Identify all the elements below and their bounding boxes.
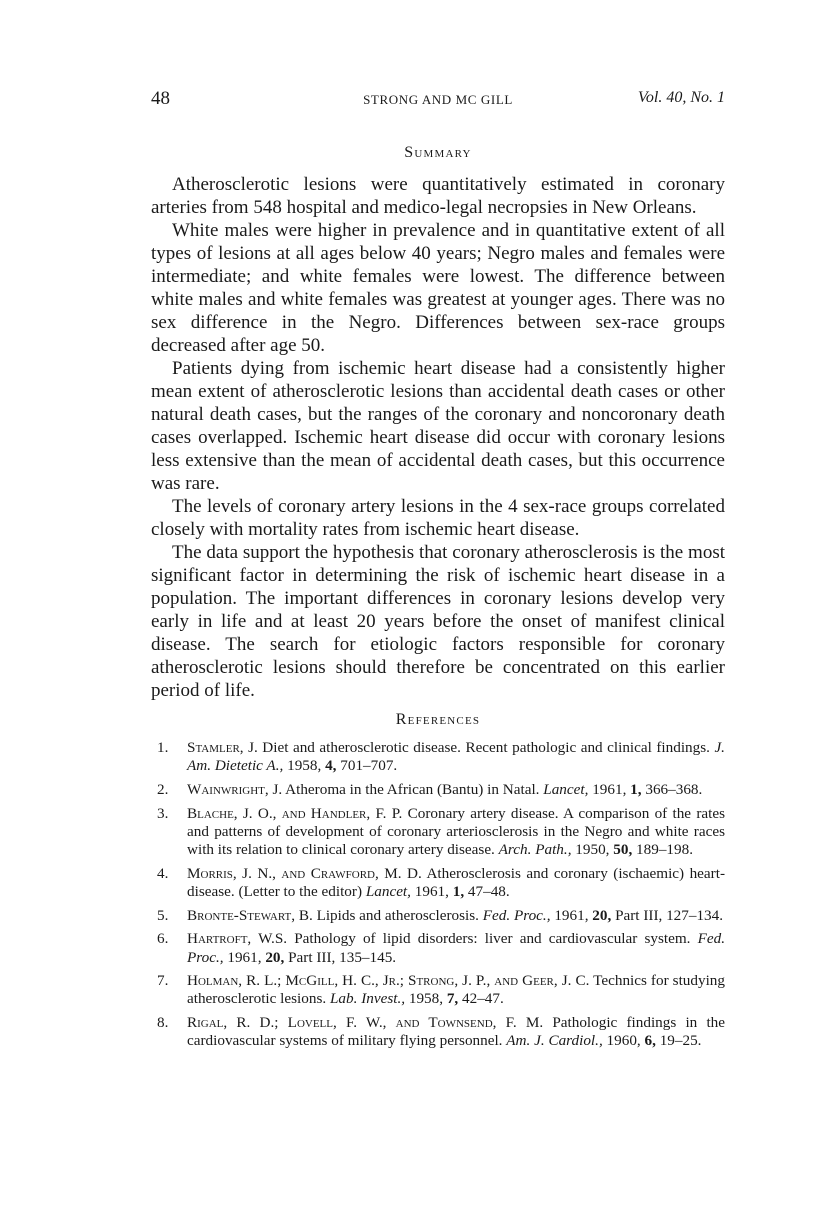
reference-number: 8. xyxy=(157,1014,169,1032)
reference-authors: Holman, R. L.; McGill, H. C., Jr.; Strong, J. P., and Geer, J. C. xyxy=(187,972,590,990)
reference-year: 1960, xyxy=(602,1032,645,1050)
running-header xyxy=(151,88,725,114)
reference-item xyxy=(151,1014,725,1050)
reference-number: 3. xyxy=(157,804,169,822)
reference-authors: Bronte-Stewart, B. xyxy=(187,906,313,924)
reference-number: 2. xyxy=(157,780,169,798)
reference-item xyxy=(151,805,725,860)
reference-journal: Fed. Proc., xyxy=(187,930,726,966)
reference-title: Diet and atherosclerotic disease. Recent pathologic and clinical findings. xyxy=(257,739,715,756)
running-title: STRONG AND MC GILL xyxy=(363,92,513,107)
reference-journal: Arch. Path., xyxy=(498,841,572,859)
reference-journal: Lab. Invest., xyxy=(329,990,406,1008)
reference-authors: Blache, J. O., and Handler, F. P. xyxy=(187,804,403,822)
reference-authors: Hartroft, W.S. xyxy=(187,930,288,948)
summary-paragraph: White males were higher in prevalence and in quantitative extent of all types of lesions at all ages below 40 years; Negro males and females were intermediate; and white females were lowest. The difference between white males and white females was greatest at younger ages. There was no sex difference in the Negro. Differences between sex-race groups decreased after age 50. xyxy=(151,220,725,356)
reference-year: 1958, xyxy=(283,757,326,775)
reference-authors: Wainwright, J. xyxy=(187,780,283,798)
reference-volume: 20, xyxy=(265,948,285,966)
reference-year: 1958, xyxy=(405,990,447,1008)
reference-journal: Fed. Proc., xyxy=(482,906,551,924)
reference-item xyxy=(151,930,725,966)
reference-title: Coronary artery disease. A comparison of the rates and patterns of development of coronary arteriosclerosis in the Negro and white races with its relation to clinical coronary artery disease. xyxy=(187,804,725,859)
summary-paragraph: Patients dying from ischemic heart disease had a consistently higher mean extent of atherosclerotic lesions than accidental death cases or other natural death cases, but the ranges of the coronary and noncoronary death cases overlapped. Ischemic heart disease did occur with coronary lesions less extensive than the mean of accidental death cases, but this occurrence was rare. xyxy=(151,358,725,494)
reference-year: 1950, xyxy=(571,841,614,859)
reference-journal: Lancet, xyxy=(365,882,411,900)
reference-year: 1961, xyxy=(588,780,631,798)
reference-year: 1961, xyxy=(410,882,453,900)
reference-number: 5. xyxy=(157,906,169,924)
reference-number: 1. xyxy=(157,739,169,756)
reference-item xyxy=(151,972,725,1008)
reference-title: Pathology of lipid disorders: liver and cardiovascular system. xyxy=(287,930,698,948)
reference-pages: Part III, 127–134. xyxy=(611,906,724,924)
summary-heading: Summary xyxy=(404,144,472,161)
reference-item xyxy=(151,739,725,775)
page-number: 48 xyxy=(151,88,170,109)
reference-item xyxy=(151,781,725,799)
reference-journal: J. Am. Dietetic A., xyxy=(187,739,725,775)
reference-pages: 19–25. xyxy=(655,1032,702,1050)
reference-number: 6. xyxy=(157,930,169,948)
reference-pages: 701–707. xyxy=(336,757,398,775)
summary-paragraph: The levels of coronary artery lesions in the 4 sex-race groups correlated closely with mortality rates from ischemic heart disease. xyxy=(151,496,725,540)
reference-journal: Am. J. Cardiol., xyxy=(506,1032,603,1050)
reference-volume: 6, xyxy=(644,1032,656,1050)
reference-number: 4. xyxy=(157,864,169,882)
reference-title: Atherosclerosis and coronary (ischaemic) heart-disease. (Letter to the editor) xyxy=(187,864,725,900)
reference-volume: 20, xyxy=(592,906,612,924)
summary-paragraph: The data support the hypothesis that coronary atherosclerosis is the most significant factor in determining the risk of ischemic heart disease in a population. The important differences in coronary lesions develop very early in life and at least 20 years before the onset of manifest clinical disease. The search for etiologic factors responsible for coronary atherosclerotic lesions should therefore be concentrated on this earlier period of life. xyxy=(151,542,725,701)
reference-item xyxy=(151,907,725,925)
reference-volume: 50, xyxy=(613,841,633,859)
reference-volume: 1, xyxy=(630,780,642,798)
reference-authors: Rigal, R. D.; Lovell, F. W., and Townsend, F. M. xyxy=(187,1014,544,1032)
reference-pages: 366–368. xyxy=(641,780,703,798)
reference-pages: Part III, 135–145. xyxy=(284,948,397,966)
reference-year: 1961, xyxy=(550,906,593,924)
reference-title: Atheroma in the African (Bantu) in Natal. xyxy=(282,780,544,798)
reference-journal: Lancet, xyxy=(543,780,589,798)
reference-pages: 47–48. xyxy=(464,882,510,900)
reference-item xyxy=(151,865,725,901)
volume-label: Vol. 40, No. 1 xyxy=(637,89,725,106)
reference-number: 7. xyxy=(157,972,169,990)
summary-paragraph: Atherosclerotic lesions were quantitatively estimated in coronary arteries from 548 hospital and medico-legal necropsies in New Orleans. xyxy=(151,174,725,218)
reference-title: Lipids and atherosclerosis. xyxy=(312,906,483,924)
reference-title: Pathologic findings in the cardiovascular systems of military flying personnel. xyxy=(187,1014,725,1050)
reference-list xyxy=(151,739,725,1056)
reference-volume: 1, xyxy=(452,882,465,900)
reference-year: 1961, xyxy=(223,948,266,966)
reference-volume: 7, xyxy=(446,990,459,1008)
reference-authors: Morris, J. N., and Crawford, M. D. xyxy=(187,864,422,882)
reference-pages: 42–47. xyxy=(458,990,504,1008)
references-heading: References xyxy=(395,711,481,728)
summary-body xyxy=(151,173,725,702)
reference-title: Technics for studying atherosclerotic lesions. xyxy=(187,972,725,1008)
reference-authors: Stamler, J. xyxy=(187,739,258,756)
reference-pages: 189–198. xyxy=(632,841,693,859)
reference-volume: 4, xyxy=(325,757,337,775)
